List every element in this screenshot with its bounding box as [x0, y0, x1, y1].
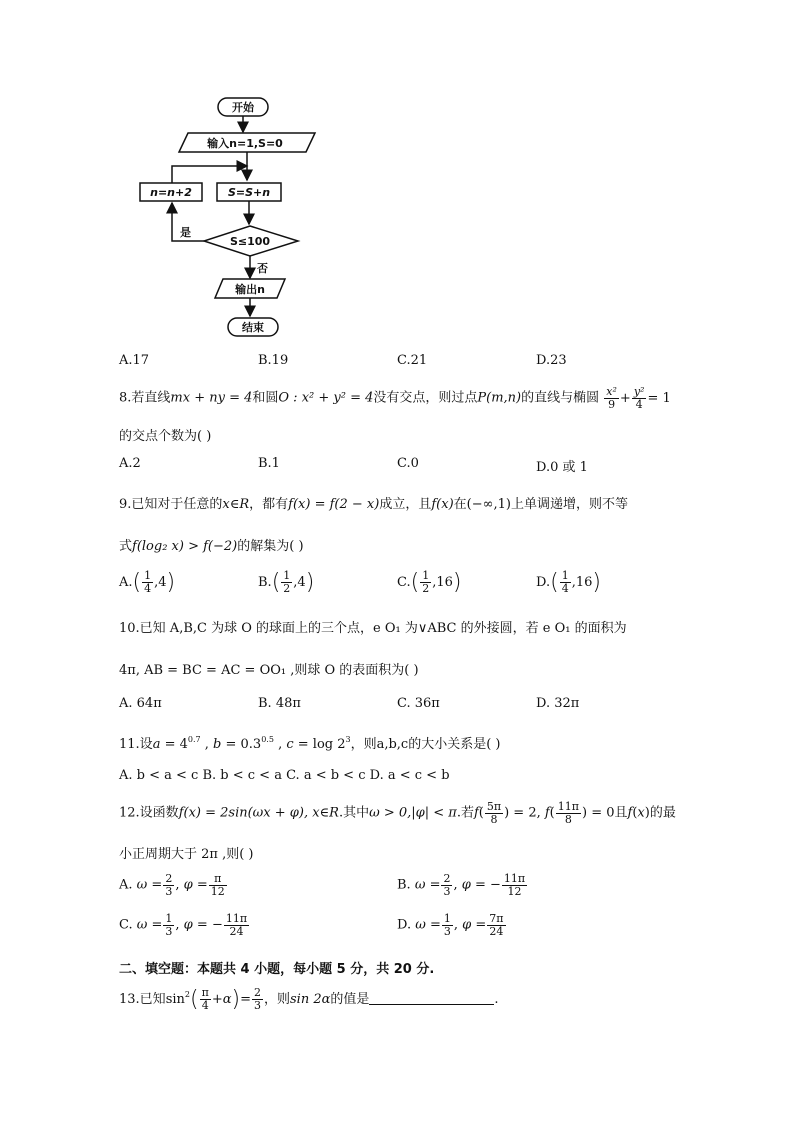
q8-option-d[interactable]: D.0 或 1	[536, 460, 588, 475]
q7-option-c[interactable]: C.21	[397, 353, 428, 368]
flowchart-start-label: 开始	[232, 101, 254, 114]
q10-stem-line2: 4π, AB = BC = AC = OO₁ ,则球 O 的表面积为( )	[119, 663, 419, 678]
flowchart-update-n-label: n=n+2	[150, 186, 192, 199]
q10-option-c[interactable]: C. 36π	[397, 696, 440, 711]
q13-stem: 13.已知$\sin^2$( $\frac{\pi}{4}$ +α)= $\frac{2}{3}$ ，则sin 2α的值是 .	[119, 986, 499, 1012]
q10-option-d[interactable]: D. 32π	[536, 696, 580, 711]
flowchart-condition-label: S≤100	[229, 235, 271, 248]
q9-stem-line2: 式f(log₂ x) > f(−2)的解集为( )	[119, 539, 304, 554]
q8-option-b[interactable]: B.1	[258, 456, 280, 471]
q10-stem-line1: 10.已知 A,B,C 为球 O 的球面上的三个点，e O₁ 为∨ABC 的外接圆，若 e O₁ 的面积为	[119, 621, 627, 636]
q12-option-d[interactable]: D. ω = $\frac{1}{3}$ , φ = $\frac{7\pi}{24}$	[397, 912, 504, 938]
q9-stem-line1: 9.已知对于任意的x∈R，都有f(x) = f(2 − x)成立，且f(x)在(−∞,1)上单调递增，则不等	[119, 497, 628, 512]
q12-option-a[interactable]: A. ω = $\frac{2}{3}$ , φ = $\frac{\pi}{12}$	[119, 872, 225, 898]
q12-stem-line1: 12.设函数f(x) = 2sin(ωx + φ), x∈R.其中ω > 0,|φ| < π.若f( $\frac{5\pi}{8}$ ) = 2, f( $\frac{11\pi}{8}$ ) = 0且f(x)的最	[119, 800, 676, 826]
q9-option-d[interactable]: D.( $\frac{1}{4}$ ,16)	[536, 569, 601, 595]
flowchart-no-label: 否	[257, 262, 268, 275]
q13-answer-blank[interactable]	[369, 992, 494, 1005]
q7-option-a[interactable]: A.17	[119, 353, 150, 368]
flowchart	[130, 90, 330, 345]
q10-option-b[interactable]: B. 48π	[258, 696, 301, 711]
q8-option-a[interactable]: A.2	[119, 456, 141, 471]
q9-option-b[interactable]: B.( $\frac{1}{2}$ ,4)	[258, 569, 315, 595]
section-heading-fill-in: 二、填空题：本题共 4 小题，每小题 5 分，共 20 分.	[119, 962, 435, 977]
q10-option-a[interactable]: A. 64π	[119, 696, 162, 711]
q11-options[interactable]: A. b < a < c B. b < c < a C. a < b < c D. a < c < b	[119, 768, 450, 783]
flowchart-end-label: 结束	[242, 321, 264, 334]
flowchart-output-label: 输出n	[235, 283, 265, 296]
q11-stem: 11.设$a = 4^{0.7}$ , $b = 0.3^{0.5}$ , $c = \log 2^3$，则a,b,c的大小关系是( )	[119, 735, 501, 752]
q7-option-b[interactable]: B.19	[258, 353, 289, 368]
q12-option-b[interactable]: B. ω = $\frac{2}{3}$ , φ = − $\frac{11\pi}{12}$	[397, 872, 526, 898]
flowchart-update-s-label: S=S+n	[227, 186, 271, 199]
q12-option-c[interactable]: C. ω = $\frac{1}{3}$ , φ = − $\frac{11\pi}{24}$	[119, 912, 248, 938]
q7-option-d[interactable]: D.23	[536, 353, 567, 368]
ellipse-equation: $\frac{\text{x²}}{9}$ + $\frac{\text{y²}}{4}$ = 1	[606, 385, 671, 411]
flowchart-input-label: 输入n=1,S=0	[207, 137, 283, 150]
q9-option-c[interactable]: C.( $\frac{1}{2}$ ,16)	[397, 569, 462, 595]
q8-stem-line1: 8.若直线mx + ny = 4和圆O : x² + y² = 4没有交点，则过点P(m,n)的直线与椭圆 $\frac{\text{x²}}{9}$ + $\frac{\text{y²}}{4}$ = 1	[119, 385, 671, 411]
q12-stem-line2: 小正周期大于 2π ,则( )	[119, 847, 254, 862]
q9-option-a[interactable]: A.( $\frac{1}{4}$ ,4)	[119, 569, 176, 595]
flowchart-yes-label: 是	[180, 226, 191, 239]
q8-option-c[interactable]: C.0	[397, 456, 419, 471]
q8-stem-line2: 的交点个数为( )	[119, 429, 212, 444]
